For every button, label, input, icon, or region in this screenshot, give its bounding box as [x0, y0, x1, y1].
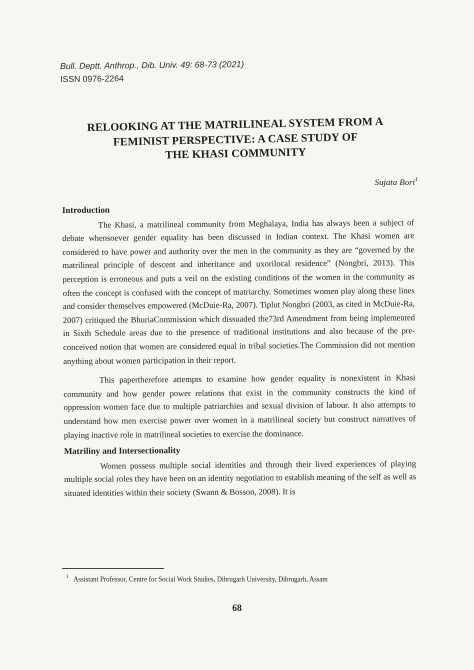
journal-issn: ISSN 0976-2264: [60, 73, 124, 84]
author-name: Sujata Bori: [374, 177, 415, 187]
paragraph: Women possess multiple social identities and through their lived experiences of playing multiple social roles they have been on an identity negotiation to establish meaning of the self as well as situated identities within their society (Swann & Bosson, 2008). It is: [64, 457, 417, 498]
paragraph: The Khasi, a matrilineal community from Meghalaya, India has always been a subject of debate whensoever gender equality has been discussed in Indian context. The Khasi women are considered to have power and authority over the men in the community as they are “governed by the matrilineal principle of descent and inheritance and uxorilocal residence” (Nongbri, 2013). This perception is erroneous and puts a veil on the existing conditions of the women in the community as often the concept is confused with the concept of matriarchy. Sometimes women play along these lines and consider themselves empowered (McDuie-Ra, 2007). Tiplut Nongbri (2003, as cited in McDuie-Ra, 2007) critiqued the BhuriaCommission which dissuaded the73rd Amendment from being implemented in Sixth Schedule areas due to the presence of traditional institutions and also because of the pre-conceived notion that women are considered equal in tribal societies.The Commission did not mention anything about women participation in their report.: [62, 216, 416, 366]
section-heading-introduction: Introduction: [62, 204, 110, 215]
title-line-1: RELOOKING AT THE MATRILINEAL SYSTEM FROM A: [86, 115, 384, 135]
footnote-text: Assistant Professor, Centre for Social Work Studies, Dibrugarh University, Dibrugarh, Assam: [73, 576, 328, 584]
journal-citation: Bull. Deptt. Anthrop., Dib. Univ. 49: 68-73 (2021): [60, 59, 245, 71]
page-number: 68: [232, 604, 242, 614]
article-title: [60, 114, 411, 165]
section-heading-matriliny: Matriliny and Intersectionality: [63, 445, 181, 457]
footnote-divider: [62, 568, 164, 569]
journal-header: [60, 58, 244, 86]
paragraph: This papertherefore attempts to examine how gender equality is nonexistent in Khasi community and how gender power relations that exist in the community constructs the kind of oppression women face due to multiple patriarchies and sexual division of labour. It also attempts to understand how men exercise power over women in a matrilineal society but construct narratives of playing inactive role in matrilineal societies to exercise the dominance.: [63, 372, 416, 440]
article-body: [62, 201, 416, 502]
footnote: [66, 573, 416, 584]
title-line-2: FEMINIST PERSPECTIVE: A CASE STUDY OF: [113, 130, 358, 149]
author-byline: [375, 177, 418, 187]
title-line-3: THE KHASI COMMUNITY: [165, 146, 307, 162]
author-footnote-mark: 1: [415, 177, 418, 184]
footnote-mark: 1: [66, 575, 69, 580]
